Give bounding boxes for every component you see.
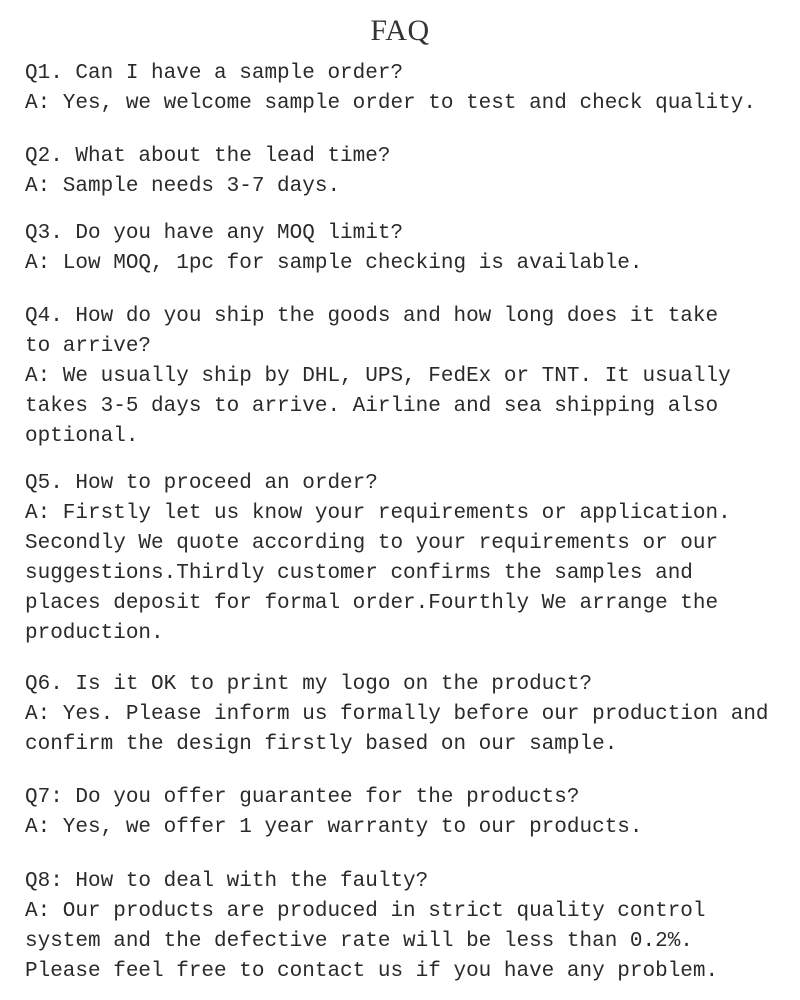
faq-answer: A: Firstly let us know your requirements or application. Secondly We quote according to your requirements or our suggestions.Thirdly customer confirms the samples and places deposit for formal order.Fourthly We arrange the production.: [25, 502, 731, 645]
faq-item: [25, 142, 795, 202]
faq-question: Q7: Do you offer guarantee for the products?: [25, 786, 580, 809]
faq-item: [25, 219, 795, 279]
faq-question: Q1. Can I have a sample order?: [25, 62, 404, 85]
faq-question: Q5. How to proceed an order?: [25, 472, 378, 495]
faq-item: [25, 670, 795, 760]
faq-answer: A: Yes. Please inform us formally before our production and confirm the design firstly based on our sample.: [25, 703, 769, 756]
faq-answer: A: Low MOQ, 1pc for sample checking is available.: [25, 252, 643, 275]
faq-item: [25, 302, 795, 452]
faq-question: Q4. How do you ship the goods and how long does it take to arrive?: [25, 305, 719, 358]
faq-question: Q3. Do you have any MOQ limit?: [25, 222, 404, 245]
faq-question: Q2. What about the lead time?: [25, 145, 391, 168]
faq-answer: A: Our products are produced in strict quality control system and the defective rate will be less than 0.2%. Please feel free to contact us if you have any problem.: [25, 900, 719, 983]
faq-item: [25, 867, 795, 987]
faq-item: [25, 469, 795, 649]
faq-answer: A: Yes, we welcome sample order to test and check quality.: [25, 92, 756, 115]
faq-question: Q8: How to deal with the faulty?: [25, 870, 429, 893]
faq-answer: A: We usually ship by DHL, UPS, FedEx or TNT. It usually takes 3-5 days to arrive. Airline and sea shipping also optional.: [25, 365, 731, 448]
page-title: FAQ: [370, 14, 430, 47]
faq-answer: A: Yes, we offer 1 year warranty to our products.: [25, 816, 643, 839]
faq-answer: A: Sample needs 3-7 days.: [25, 175, 341, 198]
faq-item: [25, 783, 795, 843]
faq-item: [25, 59, 795, 119]
faq-question: Q6. Is it OK to print my logo on the product?: [25, 673, 593, 696]
